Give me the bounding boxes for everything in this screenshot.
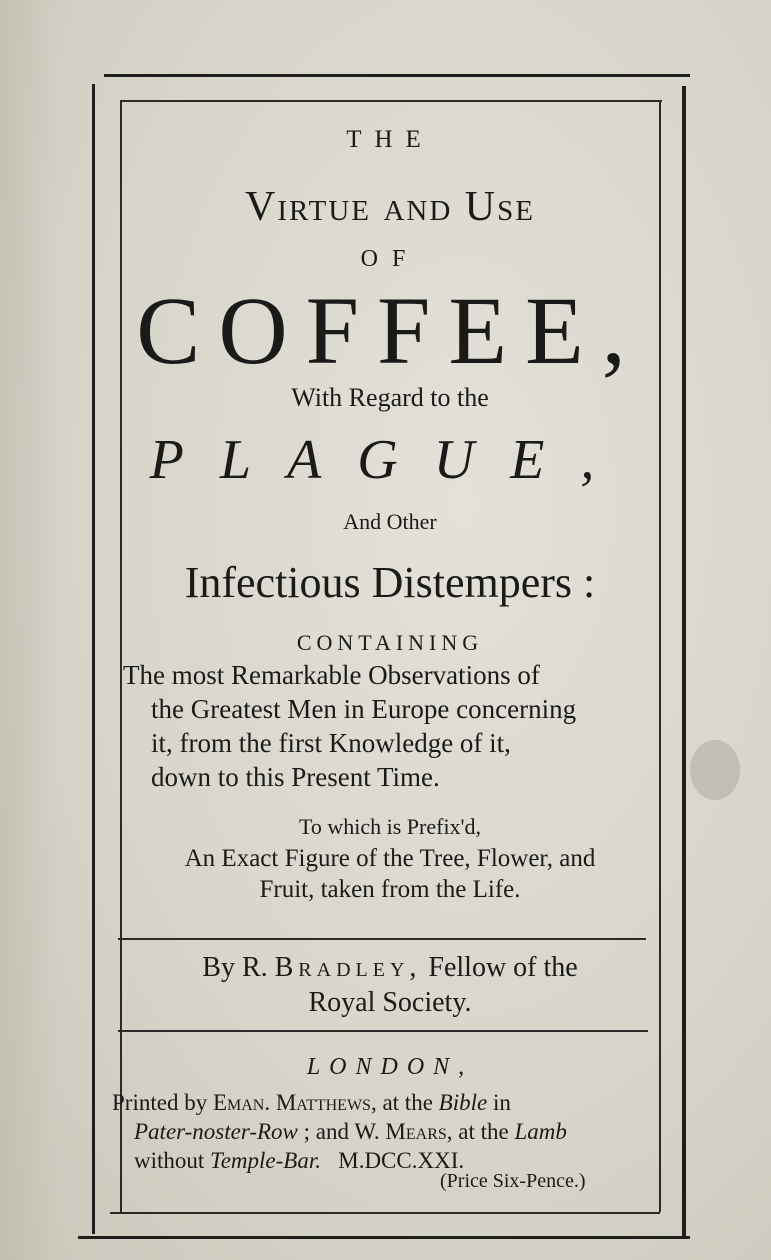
outer-border-top <box>104 74 690 77</box>
bookseller-name: Mears, <box>385 1119 453 1144</box>
publication-year: M.DCC.XXI. <box>338 1148 465 1173</box>
page-edge-shadow <box>0 0 60 1260</box>
figure-line: An Exact Figure of the Tree, Flower, and <box>184 845 596 872</box>
imprint-text: Printed by <box>112 1090 213 1115</box>
inner-border-top <box>122 100 662 102</box>
containing-heading: CONTAINING <box>296 630 484 655</box>
imprint-text: ; and W. <box>297 1119 386 1144</box>
title-virtue: Virtue and Use <box>245 184 535 230</box>
ink-stain <box>690 740 740 800</box>
body-line: the Greatest Men in Europe concerning <box>151 694 577 724</box>
imprint-line <box>112 1088 660 1117</box>
body-line: down to this Present Time. <box>151 762 440 792</box>
imprint-spacer <box>321 1148 338 1173</box>
sign-bible: Bible <box>438 1090 488 1115</box>
inner-border-bottom <box>110 1212 660 1214</box>
title-coffee: COFFEE, <box>136 277 644 384</box>
outer-border-bottom <box>78 1236 690 1239</box>
imprint-city: LONDON, <box>306 1054 474 1080</box>
street-name: Pater-noster-Row <box>134 1119 298 1144</box>
title-the: THE <box>346 126 434 153</box>
outer-border-left <box>92 84 95 1234</box>
outer-border-right <box>682 86 686 1236</box>
sign-lamb: Lamb <box>514 1119 567 1144</box>
place-name: Temple-Bar. <box>210 1148 321 1173</box>
prefix-line: To which is Prefix'd, <box>298 814 482 839</box>
title-infectious: Infectious Distempers : <box>184 558 596 607</box>
body-line: The most Remarkable Observations of <box>123 660 540 690</box>
author-line <box>121 952 659 984</box>
divider-rule <box>118 938 646 940</box>
subtitle-regard: With Regard to the <box>291 383 489 412</box>
author-name: Bradley, <box>274 952 422 983</box>
inner-border-right <box>659 100 661 1212</box>
imprint-text: at the <box>452 1119 515 1144</box>
subtitle-other: And Other <box>343 509 437 534</box>
body-line: it, from the first Knowledge of it, <box>151 728 511 758</box>
price-line: (Price Six-Pence.) <box>440 1170 586 1192</box>
imprint-text: in <box>487 1090 511 1115</box>
printer-name: Eman. Matthews, <box>212 1090 377 1115</box>
author-suffix: Fellow of the <box>421 952 578 983</box>
imprint-line <box>112 1117 682 1146</box>
figure-line-2: Fruit, taken from the Life. <box>259 876 521 903</box>
title-of: OF <box>360 246 420 272</box>
imprint-text: without <box>134 1148 211 1173</box>
author-affiliation: Royal Society. <box>308 987 472 1018</box>
divider-rule <box>118 1030 648 1032</box>
imprint-text: at the <box>376 1090 439 1115</box>
title-plague: PLAGUE, <box>149 429 631 491</box>
author-prefix: By R. <box>202 952 275 983</box>
